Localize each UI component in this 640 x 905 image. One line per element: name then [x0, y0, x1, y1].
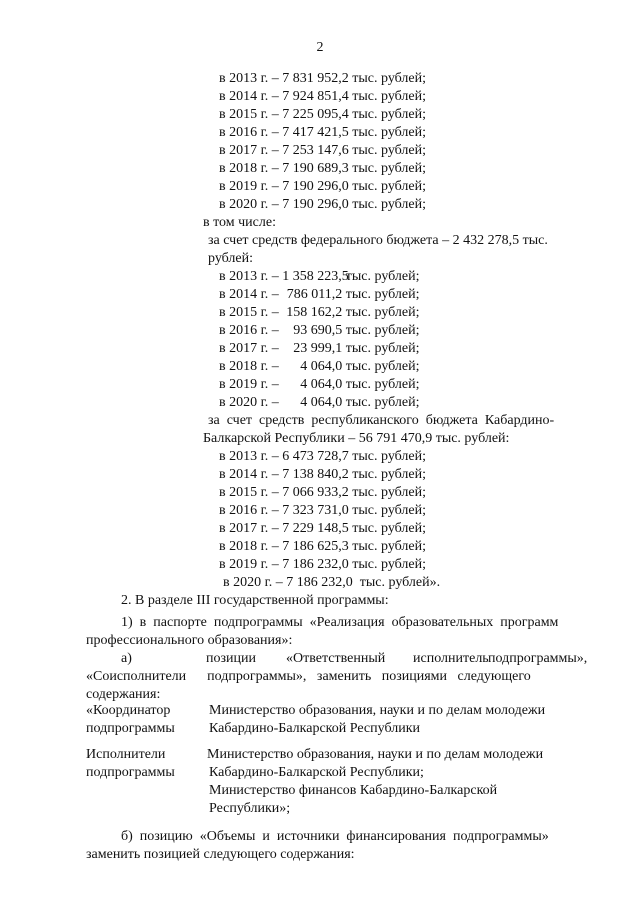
item-a-line: содержания:	[86, 687, 161, 702]
item-a-word: исполнитель	[413, 651, 489, 666]
republic-year-line: в 2013 г. – 6 473 728,7 тыс. рублей;	[219, 449, 426, 464]
coordinator-label: подпрограммы	[86, 721, 175, 736]
federal-year-line: в 2014 г. – 786 011,2 тыс. рублей;	[219, 287, 420, 302]
item-a-word: позиции	[206, 651, 256, 666]
federal-year-line: в 2019 г. – 4 064,0 тыс. рублей;	[219, 377, 420, 392]
executors-value: Республики»;	[209, 801, 291, 816]
total-year-line: в 2017 г. – 7 253 147,6 тыс. рублей;	[219, 143, 426, 158]
federal-year-line: в 2015 г. – 158 162,2 тыс. рублей;	[219, 305, 420, 320]
item-2-1-line: 1) в паспорте подпрограммы «Реализация образовательных программ	[121, 615, 559, 630]
federal-year-line: в 2018 г. – 4 064,0 тыс. рублей;	[219, 359, 420, 374]
executors-label: подпрограммы	[86, 765, 175, 780]
executors-value: Кабардино-Балкарской Республики;	[209, 765, 424, 780]
page-number: 2	[316, 40, 324, 55]
item-a-word: «Ответственный	[286, 651, 386, 666]
item-a-line: «Соисполнители подпрограммы», заменить позициями следующего	[86, 669, 531, 684]
executors-value: Министерство финансов Кабардино-Балкарской	[209, 783, 498, 798]
item-b-line: б) позицию «Объемы и источники финансирования подпрограммы»	[121, 829, 549, 844]
including-label: в том числе:	[203, 215, 276, 230]
executors-label: Исполнители	[86, 747, 166, 762]
total-year-line: в 2015 г. – 7 225 095,4 тыс. рублей;	[219, 107, 426, 122]
republic-heading: за счет средств республиканского бюджета Кабардино-	[208, 413, 555, 428]
coordinator-label: «Координатор	[86, 703, 171, 718]
republic-year-line: в 2016 г. – 7 323 731,0 тыс. рублей;	[219, 503, 426, 518]
total-year-line: в 2019 г. – 7 190 296,0 тыс. рублей;	[219, 179, 426, 194]
republic-heading: Балкарской Республики – 56 791 470,9 тыс. рублей:	[203, 431, 510, 446]
item-b-line: заменить позицией следующего содержания:	[86, 847, 355, 862]
republic-year-line: в 2015 г. – 7 066 933,2 тыс. рублей;	[219, 485, 426, 500]
federal-heading: рублей:	[208, 251, 253, 266]
republic-year-line: в 2014 г. – 7 138 840,2 тыс. рублей;	[219, 467, 426, 482]
republic-year-line: в 2019 г. – 7 186 232,0 тыс. рублей;	[219, 557, 426, 572]
total-year-line: в 2018 г. – 7 190 689,3 тыс. рублей;	[219, 161, 426, 176]
item-a-word: подпрограммы»,	[488, 651, 588, 666]
total-year-line: в 2020 г. – 7 190 296,0 тыс. рублей;	[219, 197, 426, 212]
item-2-heading: 2. В разделе III государственной программы:	[121, 593, 389, 608]
item-a-marker: а)	[121, 651, 132, 666]
republic-year-line: в 2020 г. – 7 186 232,0 тыс. рублей».	[223, 575, 441, 590]
republic-year-line: в 2018 г. – 7 186 625,3 тыс. рублей;	[219, 539, 426, 554]
total-year-line: в 2013 г. – 7 831 952,2 тыс. рублей;	[219, 71, 426, 86]
federal-heading: за счет средств федерального бюджета – 2 432 278,5 тыс.	[208, 233, 548, 248]
republic-year-line: в 2017 г. – 7 229 148,5 тыс. рублей;	[219, 521, 426, 536]
coordinator-value: Министерство образования, науки и по делам молодежи	[209, 703, 546, 718]
federal-year-line: в 2020 г. – 4 064,0 тыс. рублей;	[219, 395, 420, 410]
total-year-line: в 2016 г. – 7 417 421,5 тыс. рублей;	[219, 125, 426, 140]
item-2-1-line: профессионального образования»:	[86, 633, 293, 648]
federal-year-line: в 2016 г. – 93 690,5 тыс. рублей;	[219, 323, 420, 338]
total-year-line: в 2014 г. – 7 924 851,4 тыс. рублей;	[219, 89, 426, 104]
federal-year-line: в 2017 г. – 23 999,1 тыс. рублей;	[219, 341, 420, 356]
executors-value: Министерство образования, науки и по делам молодежи	[207, 747, 544, 762]
federal-year-line: в 2013 г. – 1 358 223,5 тыс. рублей;	[219, 269, 420, 284]
coordinator-value: Кабардино-Балкарской Республики	[209, 721, 420, 736]
